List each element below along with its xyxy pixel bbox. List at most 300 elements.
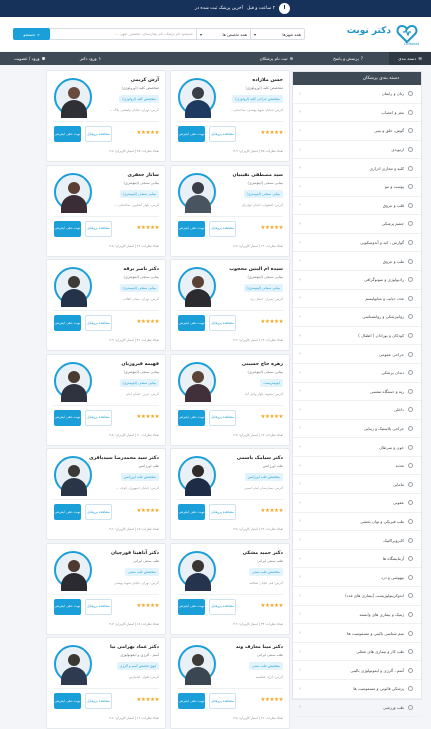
specialty-badge: بینایی سنجی (اپتومتری) <box>120 190 160 198</box>
doctor-specialty: متخصص کلیه (اورولوژی) <box>245 86 283 90</box>
nav-doctor-login-label: ورود دکتر <box>80 56 97 61</box>
view-profile-button[interactable]: مشاهده پروفایل <box>85 693 112 709</box>
avatar-body-shape <box>185 384 211 402</box>
doctor-avatar[interactable] <box>54 362 92 400</box>
sidebar-category-label: سم شناسی بالینی و مسمومیت ها <box>347 630 404 636</box>
sidebar-category-label-wrap <box>362 314 413 319</box>
view-profile-button[interactable]: مشاهده پروفایل <box>85 599 112 615</box>
specialty-badge: متخصص طب سنتی <box>249 568 283 576</box>
doctor-avatar[interactable] <box>54 267 92 305</box>
circle-icon <box>408 203 413 208</box>
doctor-name[interactable]: دکتر حمید مشکی <box>242 550 283 556</box>
doctor-specialty: آسم ، آلرژی و ایمونولوژی <box>120 653 159 657</box>
book-appointment-button[interactable]: نوبت دهی اینترنتی <box>54 504 81 520</box>
sidebar-category-label-wrap <box>347 631 413 636</box>
sidebar-category-item[interactable] <box>293 252 421 271</box>
sidebar-category-label-wrap <box>350 668 413 673</box>
avatar-body-shape <box>61 384 87 402</box>
chevron-left-icon: ‹ <box>299 592 301 599</box>
avatar-head-shape <box>192 654 204 666</box>
book-appointment-button[interactable]: نوبت دهی اینترنتی <box>178 693 205 709</box>
doctor-avatar[interactable] <box>178 267 216 305</box>
doctor-avatar[interactable] <box>54 78 92 116</box>
sidebar-category-label-wrap <box>383 203 413 208</box>
circle-icon <box>408 463 413 468</box>
avatar-head-shape <box>68 182 80 194</box>
doctor-avatar[interactable] <box>54 456 92 494</box>
doctor-specialty: طب سنتی ایرانی <box>257 558 283 563</box>
doctor-avatar[interactable] <box>178 551 216 589</box>
avatar-head-shape <box>68 87 80 99</box>
book-appointment-button[interactable]: نوبت دهی اینترنتی <box>178 315 205 331</box>
doctor-card[interactable] <box>170 259 290 351</box>
circle-icon <box>408 333 413 338</box>
doctor-card[interactable] <box>46 448 166 540</box>
doctor-address: آدرس: کرج، عظیمیه <box>255 675 283 679</box>
doctor-card[interactable] <box>170 165 290 257</box>
doctor-name[interactable]: دکتر عماد بهرامی نیا <box>110 645 159 650</box>
sidebar-category-label-wrap <box>383 556 413 561</box>
circle-icon <box>408 538 413 543</box>
avatar-body-shape <box>61 100 87 118</box>
sidebar-category-label-wrap <box>353 686 413 691</box>
book-appointment-button[interactable]: نوبت دهی اینترنتی <box>178 126 205 142</box>
avatar-body-shape <box>185 289 211 307</box>
doctor-avatar[interactable] <box>178 173 216 211</box>
chevron-left-icon: ‹ <box>299 332 301 339</box>
sidebar-category-label: روانپزشکی و روانشناسی <box>362 314 404 320</box>
sidebar-category-label-wrap <box>385 184 413 189</box>
card-divider <box>53 216 159 217</box>
avatar-body-shape <box>185 667 211 685</box>
doctor-card[interactable] <box>46 354 166 446</box>
sidebar-category-item[interactable] <box>293 550 421 569</box>
doctor-name[interactable]: آرش کریمی <box>130 78 159 83</box>
sidebar-category-label-wrap <box>382 221 413 226</box>
sidebar-category-item[interactable] <box>293 159 421 178</box>
doctor-name[interactable]: دکتر سیامک یاسمی <box>236 456 283 461</box>
city-select[interactable] <box>250 29 304 39</box>
doctor-name[interactable]: دکتر ناصر برقه <box>123 267 159 272</box>
chevron-left-icon: ‹ <box>299 90 301 97</box>
sidebar-category-label: اندوکرینولوژیست (بیماری های غدد) <box>345 593 404 599</box>
sidebar-category-item[interactable] <box>293 327 421 346</box>
circle-icon <box>408 128 413 133</box>
circle-icon <box>408 668 413 673</box>
sidebar-category-label: طب ورزشی <box>383 704 404 710</box>
reviews-count: تعداد نظرات: ۱۹ | امتیاز کاربران: ۴.۷ <box>233 243 283 248</box>
book-appointment-button[interactable]: نوبت دهی اینترنتی <box>178 504 205 520</box>
notice-text: آخرین پزشک ثبت شده در <box>194 6 243 11</box>
specialty-badge: متخصص جراحی کلیه (ارولوژی) <box>232 95 283 103</box>
chevron-left-icon: ‹ <box>299 258 301 265</box>
sidebar-category-label: ریه و دستگاه تنفسی <box>369 388 404 394</box>
doctor-card[interactable] <box>170 70 290 162</box>
circle-icon <box>408 407 413 412</box>
view-profile-button[interactable]: مشاهده پروفایل <box>209 315 236 331</box>
sidebar-category-item[interactable] <box>293 531 421 550</box>
doctor-address: آدرس: بلوار کشاورز، ساختمان ... <box>114 202 159 207</box>
avatar-body-shape <box>61 667 87 685</box>
sidebar-category-label-wrap <box>394 407 413 412</box>
reviews-count: تعداد نظرات: ۳۱ | امتیاز کاربران: ۴.۹ <box>109 338 159 342</box>
sidebar-category-item[interactable] <box>293 606 421 625</box>
sidebar-category-label-wrap <box>370 389 413 394</box>
circle-icon <box>408 370 413 375</box>
sidebar-category-label: طب فیزیکی و توان بخشی <box>360 518 404 524</box>
doctor-name[interactable]: سیده ام البنین محجوب <box>229 267 283 272</box>
avatar-head-shape <box>192 465 204 477</box>
chevron-left-icon: ‹ <box>299 220 301 227</box>
chevron-left-icon: ‹ <box>299 574 301 581</box>
view-profile-button[interactable]: مشاهده پروفایل <box>209 410 236 426</box>
avatar-head-shape <box>192 371 204 383</box>
notice-time: ۳ ساعت و قبل <box>246 6 275 11</box>
view-profile-button[interactable]: مشاهده پروفایل <box>209 221 236 237</box>
view-profile-button[interactable]: مشاهده پروفایل <box>209 599 236 615</box>
doctor-name[interactable]: زهره حاج حسینی <box>241 361 283 367</box>
sidebar-category-label: خون و سرطان <box>379 444 404 450</box>
sidebar-category-item[interactable] <box>293 271 421 290</box>
specialty-badge: متخصص کلیه (ارولوژی) <box>119 95 159 103</box>
doctor-address: آدرس: اصفهان، خیابان چهارباغ <box>242 202 283 207</box>
doctor-card[interactable] <box>46 165 166 257</box>
sidebar-list <box>293 85 421 717</box>
sidebar-category-item[interactable] <box>293 234 421 253</box>
sidebar-category-item[interactable] <box>293 494 421 513</box>
doctor-name[interactable]: دکتر سید محمدرضا سیدباقری <box>89 456 159 461</box>
avatar-head-shape <box>68 371 80 383</box>
card-divider <box>53 499 159 500</box>
book-appointment-button[interactable]: نوبت دهی اینترنتی <box>54 315 81 331</box>
doctor-card[interactable] <box>170 543 290 635</box>
sidebar-category-label-wrap <box>364 426 413 431</box>
sidebar-category-label: مامایی <box>392 481 404 487</box>
doctor-avatar[interactable] <box>178 362 216 400</box>
sidebar-category-item[interactable] <box>293 141 421 160</box>
view-profile-button[interactable]: مشاهده پروفایل <box>85 410 112 426</box>
sidebar-category-label: جراحی عمومی <box>378 351 404 357</box>
view-profile-button[interactable]: مشاهده پروفایل <box>209 693 236 709</box>
chevron-left-icon: ‹ <box>299 369 301 376</box>
chevron-left-icon: ‹ <box>299 518 301 525</box>
specialty-select[interactable] <box>196 29 250 39</box>
specialty-badge: متخصص طب اورژانس <box>121 473 159 481</box>
doctor-address: آدرس: قم، خیابان صفائیه <box>249 580 283 585</box>
book-appointment-button[interactable]: نوبت دهی اینترنتی <box>54 410 81 426</box>
doctor-card[interactable] <box>46 543 166 635</box>
avatar-head-shape <box>68 654 80 666</box>
circle-icon <box>408 705 413 710</box>
circle-icon <box>408 296 413 301</box>
sidebar-category-item[interactable] <box>293 475 421 494</box>
specialty-badge: بینایی سنجی (اپتومتری) <box>120 379 160 387</box>
reviews-count: تعداد نظرات: ۳۵ | امتیاز کاربران: ۴.۹ <box>233 149 283 153</box>
sidebar-category-label-wrap <box>356 649 413 654</box>
avatar-body-shape <box>185 573 211 591</box>
view-profile-button[interactable]: مشاهده پروفایل <box>85 315 112 331</box>
sidebar-category-label: گوارش ، کبد و آندوسکوپی <box>360 240 404 246</box>
book-appointment-button[interactable]: نوبت دهی اینترنتی <box>178 221 205 237</box>
chevron-left-icon: ‹ <box>299 165 301 172</box>
sidebar-category-item[interactable] <box>293 438 421 457</box>
sidebar-category-item[interactable] <box>293 364 421 383</box>
avatar-body-shape <box>61 289 87 307</box>
sidebar-category-label-wrap <box>379 445 413 450</box>
doctor-address: آدرس: تهران، میدان انقلاب <box>122 297 159 301</box>
reviews-count: تعداد نظرات: ۱۵ | امتیاز کاربران: ۴.۶ <box>109 527 159 531</box>
avatar-body-shape <box>61 195 87 213</box>
doctor-avatar[interactable] <box>178 456 216 494</box>
book-appointment-button[interactable]: نوبت دهی اینترنتی <box>54 126 81 142</box>
sidebar-category-label-wrap <box>365 296 413 301</box>
search-button-label: جستجو <box>23 31 36 37</box>
doctor-avatar[interactable] <box>54 645 92 683</box>
card-divider <box>177 499 283 500</box>
doctor-address: آدرس: تهران، خیابان ولیعصر، پلاک ... <box>109 108 159 112</box>
reviews-count: تعداد نظرات: ۳۴ | امتیاز کاربران: ۴.۹ <box>233 621 283 626</box>
chevron-left-icon: ‹ <box>299 611 301 618</box>
rating-stars: ★★★★★ <box>136 319 159 325</box>
doctor-avatar[interactable] <box>178 78 216 116</box>
sidebar-category-item[interactable] <box>293 699 421 718</box>
doctor-specialty: بینایی سنجی (اپتومتری) <box>247 180 283 185</box>
site-logo[interactable] <box>334 22 419 48</box>
sidebar-category-item[interactable] <box>293 513 421 532</box>
sidebar-category-label-wrap <box>383 259 413 264</box>
doctor-card[interactable] <box>170 354 290 446</box>
view-profile-button[interactable]: مشاهده پروفایل <box>85 221 112 237</box>
sidebar-category-label: تغذیه <box>395 463 404 469</box>
view-profile-button[interactable]: مشاهده پروفایل <box>209 126 236 142</box>
card-divider <box>53 121 159 122</box>
category-sidebar <box>292 71 422 711</box>
circle-icon <box>408 482 413 487</box>
rating-stars: ★★★★★ <box>136 697 159 703</box>
sidebar-category-item[interactable] <box>293 680 421 699</box>
doctor-name[interactable]: ساناز جعفری <box>127 172 159 178</box>
circle-icon <box>408 259 413 264</box>
question-icon: ? <box>360 56 363 61</box>
avatar-body-shape <box>61 478 87 496</box>
doctor-name[interactable]: حسن ملازاده <box>252 78 283 83</box>
doctor-specialty: بینایی سنجی (اپتومتری) <box>123 369 159 374</box>
sidebar-category-item[interactable] <box>293 587 421 606</box>
sidebar-category-item[interactable] <box>293 308 421 327</box>
doctor-card[interactable] <box>46 259 166 351</box>
nav-doctor-register[interactable] <box>260 52 293 65</box>
specialty-select-label: همه تخصص ها <box>222 31 247 37</box>
logo-subtitle: DrNobat <box>404 42 419 46</box>
doctor-address: آدرس: خیابان جمهوری، کوچه ... <box>116 486 159 490</box>
doctor-specialty: بینایی سنجی (اپتومتری) <box>123 275 159 279</box>
sidebar-category-label-wrap <box>391 147 413 152</box>
chevron-left-icon: ‹ <box>299 351 301 358</box>
sidebar-category-item[interactable] <box>293 661 421 680</box>
circle-icon <box>408 389 413 394</box>
chevron-left-icon: ‹ <box>299 648 301 655</box>
sidebar-category-label-wrap <box>358 333 413 338</box>
circle-icon <box>408 500 413 505</box>
rating-stars: ★★★★★ <box>136 413 159 420</box>
chevron-left-icon: ‹ <box>299 499 301 506</box>
doctor-card[interactable] <box>170 637 290 729</box>
circle-icon <box>408 240 413 245</box>
sidebar-category-label: کایروپراکتیک <box>383 537 404 543</box>
sidebar-category-item[interactable] <box>293 383 421 402</box>
circle-icon <box>408 445 413 450</box>
reviews-count: تعداد نظرات: ۲۱ | امتیاز کاربران: ۴.۸ <box>233 716 283 720</box>
user-plus-icon: ⊕ <box>289 56 293 61</box>
doctor-address: آدرس: خیابان شهید بهشتی، ساختمان... <box>230 108 283 112</box>
card-divider <box>177 121 283 122</box>
nav-register-label: ثبت نام پزشکان <box>259 56 288 61</box>
sidebar-category-label: پوست و مو <box>384 184 404 190</box>
book-appointment-button[interactable]: نوبت دهی اینترنتی <box>54 599 81 615</box>
sidebar-category-label-wrap <box>381 575 413 580</box>
sidebar-category-item[interactable] <box>293 401 421 420</box>
sidebar-category-item[interactable] <box>293 457 421 476</box>
doctor-avatar[interactable] <box>178 645 216 683</box>
doctor-address: آدرس: اهواز، کیانپارس <box>128 675 159 679</box>
chevron-left-icon: ‹ <box>299 202 301 209</box>
sidebar-category-item[interactable] <box>293 568 421 587</box>
sidebar-category-label: کلیه و مجاری ادراری <box>369 165 404 171</box>
nav-qa[interactable] <box>333 52 363 65</box>
specialty-badge: اپتومتریست <box>260 379 283 387</box>
sidebar-category-label-wrap <box>374 128 413 133</box>
doctor-specialty: طب اورژانس <box>262 464 283 468</box>
search-input[interactable] <box>50 29 196 39</box>
circle-icon <box>408 593 413 598</box>
circle-icon <box>408 184 413 189</box>
view-profile-button[interactable]: مشاهده پروفایل <box>209 504 236 520</box>
sidebar-category-item[interactable] <box>293 215 421 234</box>
sidebar-category-label: غدد، دیابت و متابولیسم <box>365 295 404 301</box>
doctor-address: آدرس: تبریز، خیابان امام <box>126 391 159 396</box>
chevron-left-icon: ‹ <box>299 109 301 116</box>
chevron-left-icon: ‹ <box>299 462 301 469</box>
sidebar-category-label-wrap <box>360 519 413 524</box>
search-button[interactable] <box>13 28 50 40</box>
doctor-specialty: بینایی سنجی (اپتومتری) <box>247 275 283 279</box>
rating-stars: ★★★★★ <box>260 508 283 514</box>
circle-icon <box>408 612 413 617</box>
specialty-badge: بینایی سنجی (اپتومتری) <box>244 190 284 198</box>
rating-stars: ★★★★★ <box>136 130 159 136</box>
book-appointment-button[interactable]: نوبت دهی اینترنتی <box>178 599 205 615</box>
top-banner <box>0 0 431 17</box>
reviews-count: تعداد نظرات: ۱۲ | امتیاز کاربران: ۴.۶ <box>109 716 159 720</box>
circle-icon <box>408 314 413 319</box>
reviews-count: تعداد نظرات: ۲۸ | امتیاز کاربران: ۴.۸ <box>109 149 159 153</box>
doctor-name[interactable]: دکتر آناهیتا قورچیان <box>110 550 159 556</box>
last-doctor-notice <box>162 2 290 15</box>
sidebar-category-item[interactable] <box>293 178 421 197</box>
sidebar-category-item[interactable] <box>293 420 421 439</box>
reviews-count: تعداد نظرات: ۱۷ | امتیاز کاربران: ۴.۷ <box>233 432 283 437</box>
book-appointment-button[interactable]: نوبت دهی اینترنتی <box>54 221 81 237</box>
rating-stars: ★★★★★ <box>136 508 159 514</box>
card-divider <box>177 594 283 595</box>
user-icon: ⚉ <box>41 56 46 61</box>
sidebar-category-item[interactable] <box>293 85 421 104</box>
doctor-avatar[interactable] <box>54 173 92 211</box>
circle-icon <box>408 686 413 691</box>
sidebar-category-item[interactable] <box>293 197 421 216</box>
sidebar-category-item[interactable] <box>293 290 421 309</box>
doctor-avatar[interactable] <box>54 551 92 589</box>
sidebar-category-label: ژنتیک و بیماری های وابسته <box>359 611 404 617</box>
search-bar <box>49 28 305 40</box>
chevron-left-icon: ‹ <box>299 127 301 134</box>
chevron-down-icon: ▾ <box>200 31 203 37</box>
sidebar-category-label: داخلی <box>393 407 404 413</box>
specialty-badge: متخصص طب سنتی <box>125 568 159 576</box>
sidebar-category-label-wrap <box>396 463 413 468</box>
sidebar-category-label: قلب و عروق <box>382 202 404 208</box>
sidebar-category-label: عفونی <box>393 500 404 506</box>
nav-login-label: ورود / عضویت <box>14 56 40 61</box>
view-profile-button[interactable]: مشاهده پروفایل <box>85 504 112 520</box>
nav-categories[interactable] <box>389 52 431 65</box>
chevron-left-icon: ‹ <box>299 444 301 451</box>
sidebar-category-label: دندان پزشکی <box>381 370 404 376</box>
doctor-card[interactable] <box>170 448 290 540</box>
avatar-head-shape <box>192 560 204 572</box>
sidebar-category-label-wrap <box>381 110 413 115</box>
nav-login[interactable] <box>14 52 45 65</box>
sidebar-category-item[interactable] <box>293 345 421 364</box>
main-nav <box>0 52 431 65</box>
view-profile-button[interactable]: مشاهده پروفایل <box>85 126 112 142</box>
doctor-specialty: طب سنتی ایرانی <box>133 558 159 563</box>
doctor-name[interactable]: دکتر مینا معارف وند <box>235 645 283 650</box>
sidebar-category-label-wrap <box>383 705 413 710</box>
sidebar-category-label: طب و عروق <box>382 258 404 264</box>
avatar-head-shape <box>68 276 80 288</box>
reviews-count: تعداد نظرات: ۲۶ | امتیاز کاربران: ۴.۸ <box>233 527 283 531</box>
doctor-card[interactable] <box>46 70 166 162</box>
sidebar-category-item[interactable] <box>293 122 421 141</box>
sidebar-category-item[interactable] <box>293 104 421 123</box>
rating-stars: ★★★★★ <box>136 602 159 609</box>
doctor-name[interactable]: سید مصطفی نقیبیان <box>232 172 283 178</box>
nav-doctor-login[interactable] <box>80 52 101 65</box>
nav-categories-label: دسته بندی <box>398 56 417 61</box>
book-appointment-button[interactable]: نوبت دهی اینترنتی <box>178 410 205 426</box>
rating-stars: ★★★★★ <box>260 224 283 231</box>
circle-icon <box>408 556 413 561</box>
doctor-address: آدرس: بیمارستان امام خمینی <box>244 486 283 490</box>
doctor-name[interactable]: فهیمه فیروزیان <box>121 361 159 367</box>
sidebar-category-item[interactable] <box>293 624 421 643</box>
sidebar-category-label: پزشکی قانونی و مسمومیت ها <box>353 686 404 692</box>
doctor-address: آدرس: مشهد، بلوار وکیل آباد <box>244 391 283 396</box>
circle-icon <box>408 91 413 96</box>
circle-icon <box>408 147 413 152</box>
avatar-body-shape <box>185 478 211 496</box>
doctor-card[interactable] <box>46 637 166 729</box>
circle-icon <box>408 166 413 171</box>
reviews-count: تعداد نظرات: ۱۴ | امتیاز کاربران: ۴.۶ <box>233 338 283 342</box>
sidebar-category-item[interactable] <box>293 643 421 662</box>
sidebar-category-label-wrap <box>364 277 413 282</box>
book-appointment-button[interactable]: نوبت دهی اینترنتی <box>54 693 81 709</box>
sidebar-category-label-wrap <box>345 593 413 598</box>
sidebar-category-label: آسم ، آلرژی و ایمونولوژی بالینی <box>350 667 404 673</box>
sidebar-category-label: جراحی پلاستیک و زیبایی <box>363 425 404 431</box>
